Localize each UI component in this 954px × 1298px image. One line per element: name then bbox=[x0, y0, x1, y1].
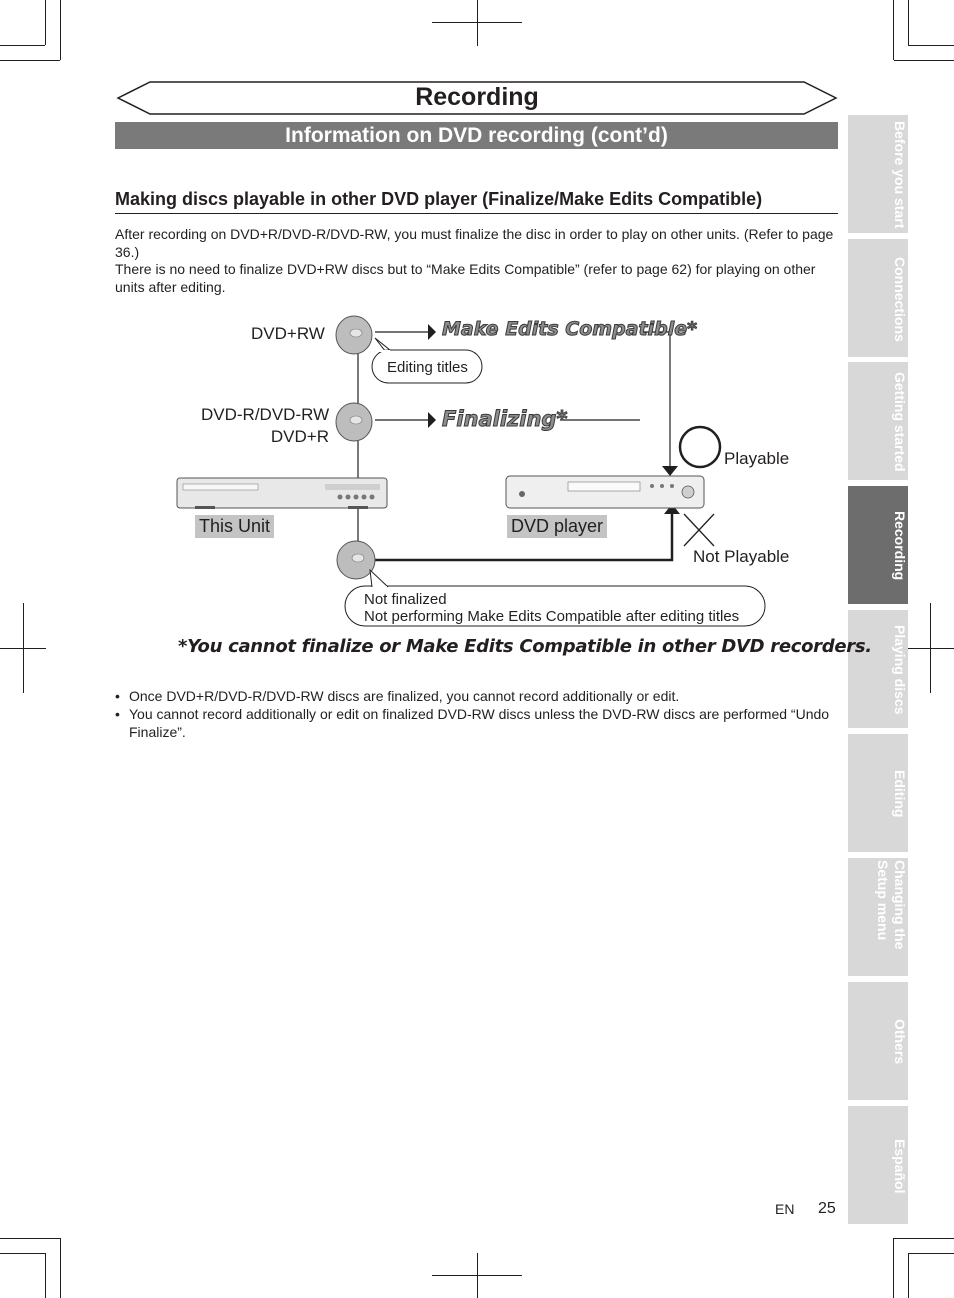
bullet-dot: • bbox=[115, 688, 120, 704]
not-playable-label: Not Playable bbox=[693, 547, 790, 566]
dvd-r-label: DVD-R/DVD-RW bbox=[201, 405, 330, 424]
not-performing-label: Not performing Make Edits Compatible after editing titles bbox=[364, 608, 740, 625]
playable-circle-icon bbox=[680, 427, 720, 467]
bullet-text: You cannot record additionally or edit on finalized DVD-RW discs unless the DVD-RW discs are performed “Undo Finalize”. bbox=[129, 706, 830, 740]
this-unit-label: This Unit bbox=[195, 515, 274, 538]
dvd-player-label: DVD player bbox=[507, 515, 607, 538]
language-label: EN bbox=[775, 1201, 795, 1217]
tab-label: Playing discs bbox=[892, 625, 908, 715]
tab-label: Connections bbox=[892, 256, 908, 342]
tab-label: Español bbox=[892, 1138, 908, 1194]
crop-mark bbox=[0, 1238, 60, 1239]
tab-espanol[interactable] bbox=[848, 1106, 908, 1224]
this-unit-recorder-icon bbox=[177, 478, 387, 509]
crop-mark bbox=[908, 1253, 909, 1298]
crop-mark bbox=[432, 1275, 522, 1276]
dvd-rw-label: DVD+RW bbox=[251, 324, 325, 343]
section-title: Information on DVD recording (cont’d) bbox=[115, 122, 838, 149]
editing-titles-label: Editing titles bbox=[387, 359, 468, 376]
tab-label: Editing bbox=[892, 770, 908, 818]
list-item bbox=[115, 687, 840, 705]
intro-paragraph-2: There is no need to finalize DVD+RW discs but to “Make Edits Compatible” (refer to page 62) for playing on other units after editing. bbox=[115, 261, 816, 295]
disc-dvd-r-icon bbox=[336, 403, 372, 441]
crop-mark bbox=[908, 1253, 954, 1254]
finalizing-label: Finalizing* bbox=[442, 407, 568, 431]
playable-label: Playable bbox=[724, 449, 790, 468]
page-title: Recording bbox=[415, 83, 539, 111]
bullet-text: Once DVD+R/DVD-R/DVD-RW discs are finalized, you cannot record additionally or edit. bbox=[129, 688, 680, 704]
tab-editing[interactable] bbox=[848, 734, 908, 852]
dvd-player-icon bbox=[506, 476, 704, 508]
tab-label: Changing the Setup menu bbox=[875, 860, 908, 950]
crop-mark bbox=[894, 1238, 954, 1239]
intro-paragraph: After recording on DVD+R/DVD-R/DVD-RW, you must finalize the disc in order to play on other units. (Refer to page 36.) bbox=[115, 226, 834, 260]
not-finalized-label: Not finalized bbox=[364, 591, 447, 608]
recorder-note: *You cannot finalize or Make Edits Compatible in other DVD recorders. bbox=[178, 636, 872, 657]
disc-not-finalized-icon bbox=[337, 541, 375, 579]
crop-mark bbox=[893, 1238, 894, 1298]
crop-mark bbox=[60, 1238, 61, 1298]
bullet-dot: • bbox=[115, 706, 120, 722]
tab-label: Getting started bbox=[892, 372, 908, 472]
not-playable-x-icon bbox=[684, 514, 714, 546]
page-number: 25 bbox=[818, 1200, 836, 1217]
make-edits-compatible-label: Make Edits Compatible* bbox=[442, 318, 698, 340]
dvd-plus-r-label: DVD+R bbox=[270, 427, 329, 446]
disc-dvd-rw-icon bbox=[336, 316, 372, 354]
sub-heading: Making discs playable in other DVD player (Finalize/Make Edits Compatible) bbox=[115, 187, 838, 214]
list-item bbox=[115, 705, 840, 741]
tab-changing-setup-menu[interactable] bbox=[848, 858, 908, 976]
tab-label: Recording bbox=[892, 511, 908, 581]
crop-mark bbox=[0, 1253, 45, 1254]
tab-label: Before you start bbox=[892, 121, 908, 229]
crop-mark bbox=[45, 1253, 46, 1298]
tab-label: Others bbox=[892, 1019, 908, 1065]
tab-others[interactable] bbox=[848, 982, 908, 1100]
